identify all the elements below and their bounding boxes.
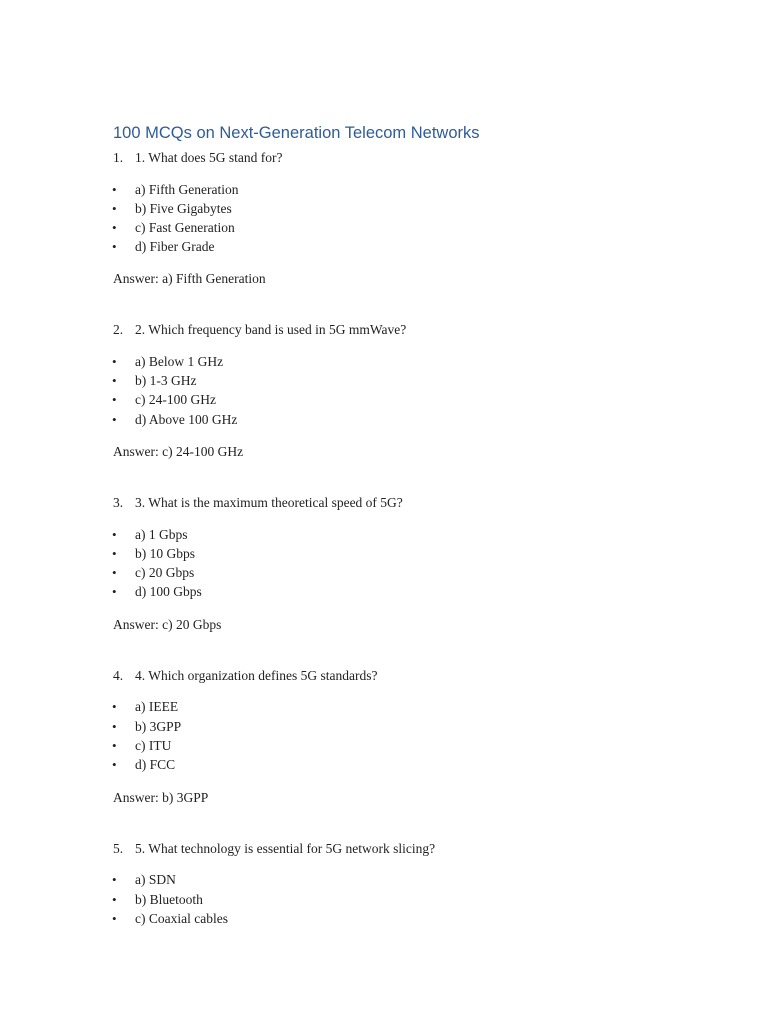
bullet-icon: • [112,699,117,714]
answer-line: Answer: c) 20 Gbps [113,617,222,632]
option-item: d) 100 Gbps [135,584,202,599]
bullet-icon: • [112,911,117,926]
bullet-icon: • [112,220,117,235]
document-title: 100 MCQs on Next-Generation Telecom Networks [113,124,480,142]
question-number: 1. [113,150,124,165]
answer-line: Answer: c) 24-100 GHz [113,444,244,459]
bullet-icon: • [112,584,117,599]
question-number: 4. [113,668,124,683]
option-item: c) 20 Gbps [135,565,195,580]
bullet-icon: • [112,527,117,542]
bullet-icon: • [112,546,117,561]
bullet-icon: • [112,738,117,753]
option-item: d) FCC [135,757,176,772]
bullet-icon: • [112,719,117,734]
question-text: 4. Which organization defines 5G standards? [135,668,378,683]
question-text: 3. What is the maximum theoretical speed of 5G? [135,495,403,510]
answer-line: Answer: a) Fifth Generation [113,271,266,286]
bullet-icon: • [112,412,117,427]
option-item: a) IEEE [135,699,179,714]
bullet-icon: • [112,373,117,388]
bullet-icon: • [112,239,117,254]
option-item: c) ITU [135,738,172,753]
bullet-icon: • [112,354,117,369]
bullet-icon: • [112,892,117,907]
question-number: 3. [113,495,124,510]
option-item: d) Above 100 GHz [135,412,238,427]
question-text: 5. What technology is essential for 5G network slicing? [135,841,436,856]
question-text: 2. Which frequency band is used in 5G mmWave? [135,322,407,337]
option-item: b) Bluetooth [135,892,203,907]
option-item: a) 1 Gbps [135,527,188,542]
option-item: c) Coaxial cables [135,911,228,926]
answer-line: Answer: b) 3GPP [113,790,209,805]
option-item: b) 10 Gbps [135,546,195,561]
bullet-icon: • [112,182,117,197]
option-item: b) 1-3 GHz [135,373,197,388]
option-item: d) Fiber Grade [135,239,215,254]
option-item: c) 24-100 GHz [135,392,216,407]
bullet-icon: • [112,872,117,887]
option-item: c) Fast Generation [135,220,235,235]
option-item: b) 3GPP [135,719,182,734]
option-item: a) Fifth Generation [135,182,239,197]
question-number: 2. [113,322,124,337]
bullet-icon: • [112,392,117,407]
bullet-icon: • [112,565,117,580]
question-text: 1. What does 5G stand for? [135,150,283,165]
bullet-icon: • [112,757,117,772]
option-item: b) Five Gigabytes [135,201,232,216]
option-item: a) SDN [135,872,176,887]
bullet-icon: • [112,201,117,216]
question-number: 5. [113,841,124,856]
option-item: a) Below 1 GHz [135,354,224,369]
